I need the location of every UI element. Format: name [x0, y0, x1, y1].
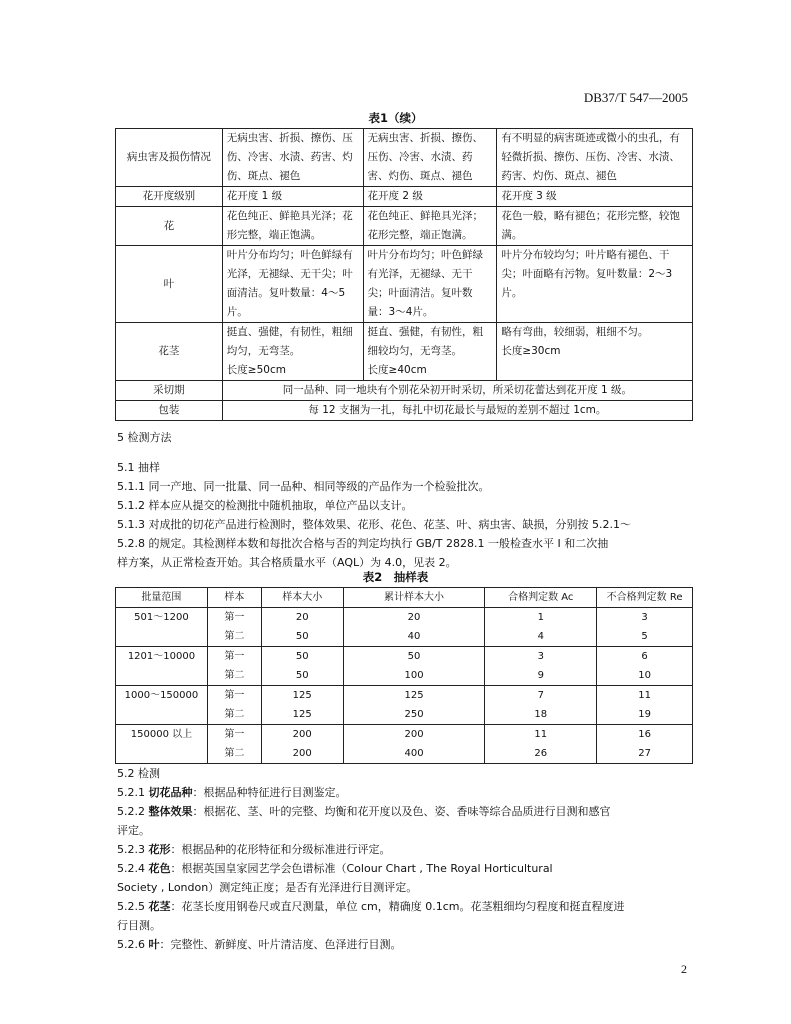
- table-cell: 125: [343, 686, 485, 706]
- table-cell: 200: [261, 744, 343, 764]
- batch-range: 1000～150000: [116, 686, 208, 706]
- table-cell: 50: [261, 627, 343, 647]
- clause: 评定。: [117, 824, 150, 837]
- table-cell: 125: [261, 686, 343, 706]
- clause: 5.2.3 花形：根据品种的花形特征和分级标准进行评定。: [117, 843, 391, 856]
- table-row: [116, 666, 693, 686]
- cell-text: 略有弯曲，较细弱，粗细不匀。: [501, 326, 649, 338]
- row-label: 包装: [116, 401, 223, 421]
- table2-caption: 表2 抽样表: [362, 570, 429, 584]
- table-row: [116, 323, 693, 381]
- clause: 5.2.4 花色：根据英国皇家园艺学会色谱标准（Colour Chart , The Royal Horticultural: [117, 862, 553, 875]
- table-cell: 4: [485, 627, 597, 647]
- sample-cell: 第一: [207, 686, 261, 706]
- clause: 5.1.2 样本应从提交的检测批中随机抽取，单位产品以支计。: [117, 499, 413, 512]
- table-cell: 19: [597, 705, 693, 725]
- clause: Society , London）测定纯正度；是否有光泽进行目测评定。: [117, 881, 418, 894]
- grading-table: [115, 128, 693, 421]
- subsection-title: 5.1 抽样: [117, 461, 160, 474]
- row-label: 病虫害及损伤情况: [116, 129, 223, 187]
- sample-cell: 第一: [207, 647, 261, 667]
- table-header-row: [116, 588, 693, 608]
- table-row: [116, 129, 693, 187]
- column-header: 不合格判定数 Re: [597, 588, 693, 608]
- sample-cell: 第一: [207, 725, 261, 745]
- table-cell: 花开度 3 级: [497, 187, 693, 207]
- table-cell: 有不明显的病害斑迹或微小的虫孔，有轻微折损、擦伤、压伤、冷害、水渍、药害、灼伤、斑点、褪色: [497, 129, 693, 187]
- clause: 5.1.1 同一产地、同一批量、同一品种、相同等级的产品作为一个检验批次。: [117, 480, 490, 493]
- table-row: [116, 381, 693, 401]
- table-cell: 7: [485, 686, 597, 706]
- column-header: 合格判定数 Ac: [485, 588, 597, 608]
- table-cell: 同一品种、同一地块有个别花朵初开时采切，所采切花蕾达到花开度 1 级。: [222, 381, 692, 401]
- table-cell: 1: [485, 608, 597, 628]
- table-cell: 叶片分布较均匀；叶片略有褪色、干尖；叶面略有污物。复叶数量：2～3片。: [497, 246, 693, 323]
- table-cell: 11: [485, 725, 597, 745]
- section-5-2: [117, 764, 697, 954]
- sample-cell: 第二: [207, 705, 261, 725]
- row-label: 采切期: [116, 381, 223, 401]
- table-cell: 无病虫害、折损、擦伤、压伤、冷害、水渍、药害、灼伤、斑点、褪色: [222, 129, 363, 187]
- table-cell: 10: [597, 666, 693, 686]
- table-cell: 100: [343, 666, 485, 686]
- table-cell: 花开度 1 级: [222, 187, 363, 207]
- row-label: 花开度级别: [116, 187, 223, 207]
- column-header: 累计样本大小: [343, 588, 485, 608]
- clause: 5.2.8 的规定。其检测样本数和每批次合格与否的判定均执行 GB/T 2828.1 一般检查水平 I 和二次抽: [117, 537, 609, 550]
- table-row: [116, 207, 693, 246]
- section-5: [117, 428, 697, 572]
- table-row: [116, 705, 693, 725]
- table-cell: [497, 323, 693, 381]
- batch-range: 150000 以上: [116, 725, 208, 745]
- section-title: 5 检测方法: [117, 431, 172, 444]
- batch-range: 1201～10000: [116, 647, 208, 667]
- subsection-title: 5.2 检测: [117, 767, 160, 780]
- sampling-table: [115, 587, 693, 764]
- table-cell: 11: [597, 686, 693, 706]
- table-cell: 5: [597, 627, 693, 647]
- table-row: [116, 187, 693, 207]
- table-row: [116, 744, 693, 764]
- table-row: [116, 686, 693, 706]
- table-cell: 每 12 支捆为一扎，每扎中切花最长与最短的差别不超过 1cm。: [222, 401, 692, 421]
- sample-cell: 第二: [207, 627, 261, 647]
- row-label: 花: [116, 207, 223, 246]
- table-cell: 50: [261, 666, 343, 686]
- column-header: 批量范围: [116, 588, 208, 608]
- row-label: 花茎: [116, 323, 223, 381]
- standard-code: DB37/T 547—2005: [583, 90, 688, 105]
- cell-text: 挺直、强健，有韧性，粗细较均匀，无弯茎。: [367, 326, 484, 357]
- sample-cell: 第一: [207, 608, 261, 628]
- cell-text: 长度≥50cm: [226, 364, 286, 376]
- table-cell: 250: [343, 705, 485, 725]
- table-cell: [363, 323, 497, 381]
- table-cell: 6: [597, 647, 693, 667]
- table-cell: 18: [485, 705, 597, 725]
- table-cell: 26: [485, 744, 597, 764]
- table-cell: 花色纯正、鲜艳具光泽；花形完整，端正饱满。: [222, 207, 363, 246]
- batch-range: 501～1200: [116, 608, 208, 628]
- table-cell: [222, 323, 363, 381]
- table-cell: 40: [343, 627, 485, 647]
- table1-caption: 表1（续）: [368, 111, 423, 125]
- table-row: [116, 246, 693, 323]
- clause: 行目测。: [117, 919, 161, 932]
- cell-text: 挺直、强健，有韧性，粗细均匀，无弯茎。: [226, 326, 353, 357]
- row-label: 叶: [116, 246, 223, 323]
- table-cell: 无病虫害、折损、擦伤、压伤、冷害、水渍、药害、灼伤、斑点、褪色: [363, 129, 497, 187]
- table-cell: 200: [261, 725, 343, 745]
- table-cell: 3: [597, 608, 693, 628]
- table-cell: 16: [597, 725, 693, 745]
- clause: 5.2.1 切花品种：根据品种特征进行目测鉴定。: [117, 786, 347, 799]
- table-cell: 9: [485, 666, 597, 686]
- table-cell: 125: [261, 705, 343, 725]
- column-header: 样本大小: [261, 588, 343, 608]
- table-cell: 叶片分布均匀；叶色鲜绿有光泽，无褪绿、无干尖；叶面清洁。复叶数量：4～5片。: [222, 246, 363, 323]
- table-cell: 叶片分布均匀；叶色鲜绿有光泽，无褪绿、无干尖；叶面清洁。复叶数量：3～4片。: [363, 246, 497, 323]
- page-number: 2: [681, 962, 687, 976]
- table-row: [116, 627, 693, 647]
- clause: 5.2.5 花茎：花茎长度用钢卷尺或直尺测量，单位 cm，精确度 0.1cm。花茎粗细均匀程度和挺直程度进: [117, 900, 625, 913]
- table-cell: 3: [485, 647, 597, 667]
- table-cell: 花色一般，略有褪色；花形完整，较饱满。: [497, 207, 693, 246]
- table-row: [116, 647, 693, 667]
- sample-cell: 第二: [207, 666, 261, 686]
- table-row: [116, 608, 693, 628]
- clause: 5.2.2 整体效果：根据花、茎、叶的完整、均衡和花开度以及色、姿、香味等综合品质进行目测和感官: [117, 805, 611, 818]
- column-header: 样本: [207, 588, 261, 608]
- table-cell: 花色纯正、鲜艳具光泽；花形完整，端正饱满。: [363, 207, 497, 246]
- table-row: [116, 401, 693, 421]
- clause: 样方案，从正常检查开始。其合格质量水平（AQL）为 4.0，见表 2。: [117, 556, 457, 569]
- sample-cell: 第二: [207, 744, 261, 764]
- table-cell: 200: [343, 725, 485, 745]
- cell-text: 长度≥30cm: [501, 345, 561, 357]
- table-cell: 27: [597, 744, 693, 764]
- table-row: [116, 725, 693, 745]
- table-cell: 20: [343, 608, 485, 628]
- table-cell: 50: [343, 647, 485, 667]
- table-cell: 50: [261, 647, 343, 667]
- table-cell: 400: [343, 744, 485, 764]
- table-cell: 20: [261, 608, 343, 628]
- clause: 5.2.6 叶：完整性、新鲜度、叶片清洁度、色泽进行目测。: [117, 938, 402, 951]
- table-cell: 花开度 2 级: [363, 187, 497, 207]
- clause: 5.1.3 对成批的切花产品进行检测时，整体效果、花形、花色、花茎、叶、病虫害、缺损，分别按 5.2.1～: [117, 518, 631, 531]
- cell-text: 长度≥40cm: [367, 364, 427, 376]
